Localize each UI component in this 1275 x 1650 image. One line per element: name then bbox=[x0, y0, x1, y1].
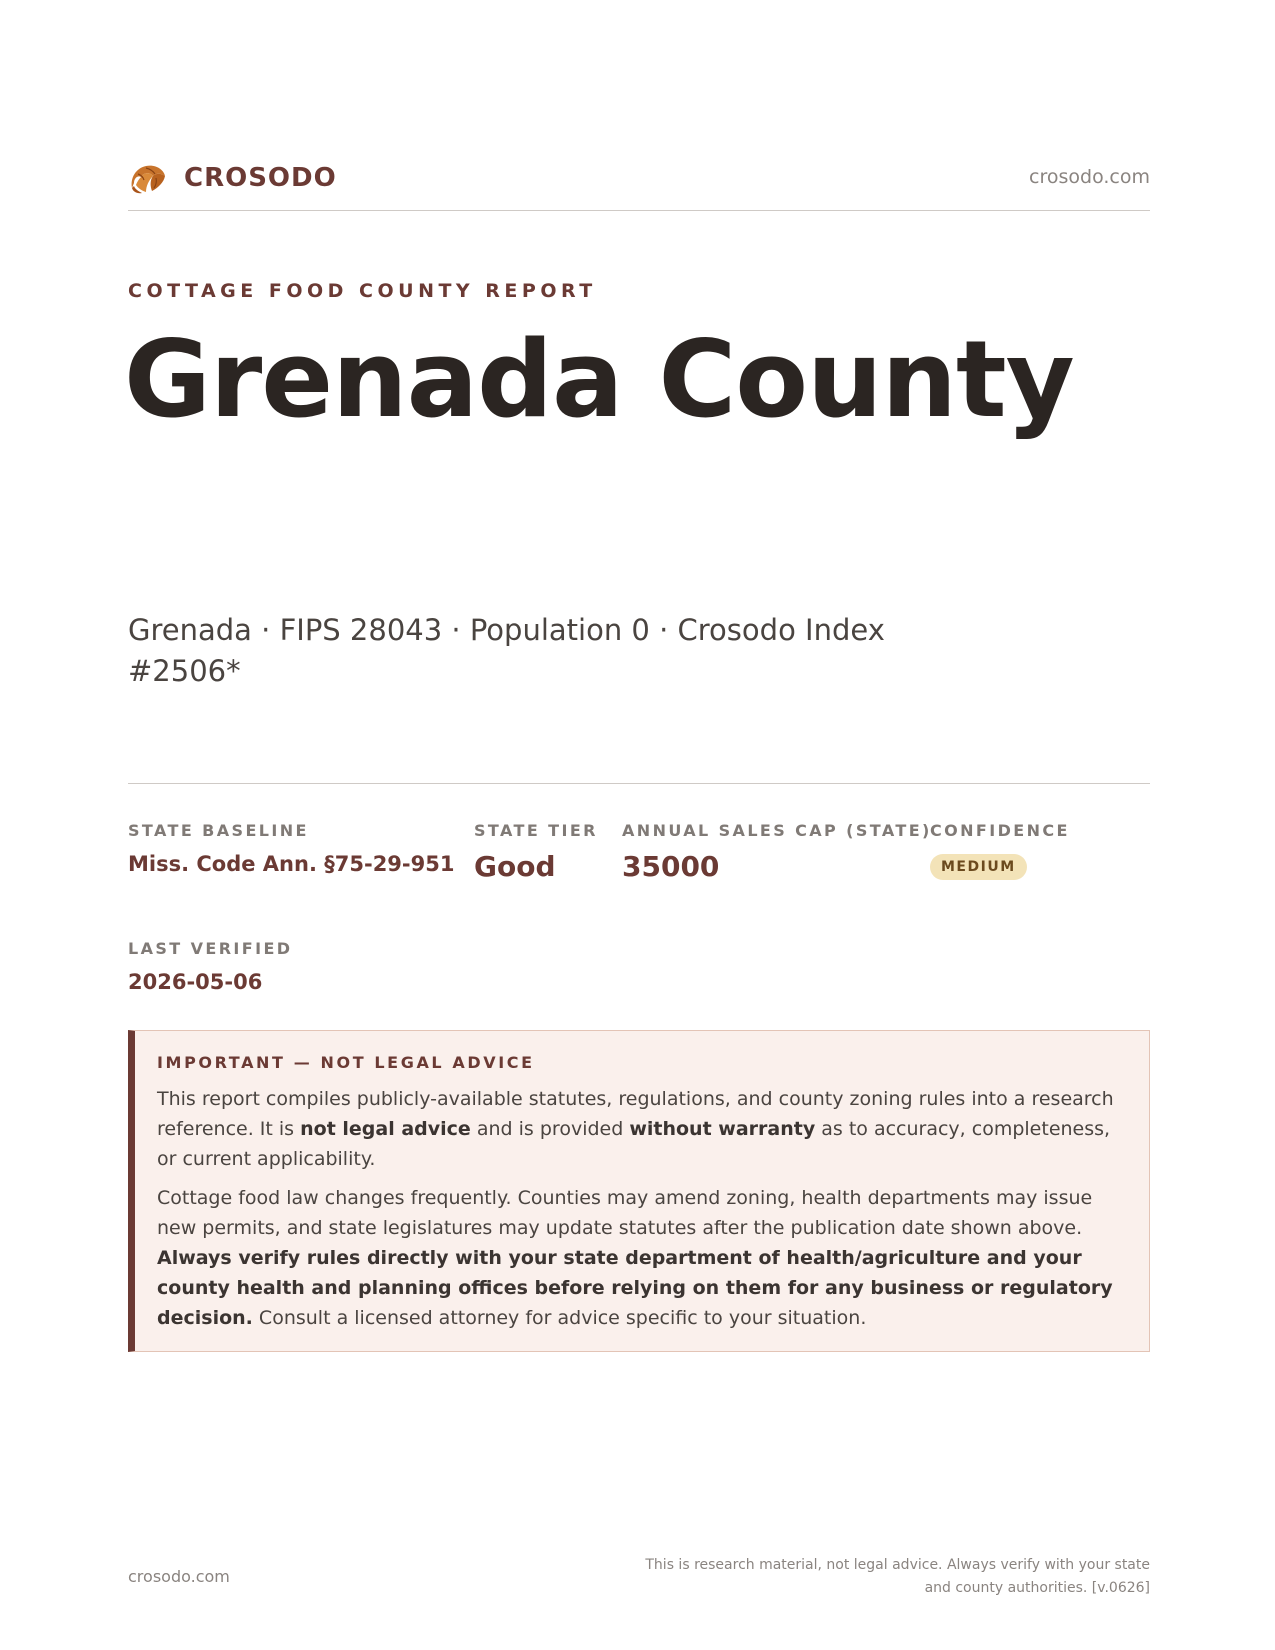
stat-label: LAST VERIFIED bbox=[128, 939, 293, 958]
stat-value: 2026-05-06 bbox=[128, 970, 263, 994]
page-title: Grenada County bbox=[124, 318, 1074, 441]
header-divider bbox=[128, 210, 1150, 211]
stat-value: Miss. Code Ann. §75-29-951 bbox=[128, 852, 455, 876]
report-kicker: COTTAGE FOOD COUNTY REPORT bbox=[128, 280, 597, 302]
stat-label: STATE TIER bbox=[474, 821, 598, 840]
confidence-badge: MEDIUM bbox=[930, 854, 1027, 880]
stat-last-verified bbox=[128, 939, 292, 994]
brand-name: CROSODO bbox=[184, 163, 337, 193]
footer-disclaimer-line: and county authorities. [v.0626] bbox=[924, 1580, 1150, 1596]
stat-value: 35000 bbox=[622, 850, 720, 883]
stat-annual-sales-cap bbox=[622, 821, 932, 883]
notice-paragraph: Cottage food law changes frequently. Counties may amend zoning, health departments may issue new permits, and state legislatures may update statutes after the publication date shown above. Always verify rules directly with your state department of health/agriculture and your county health and planning offices before relying on them for any business or regulatory decision. Consult a licensed attorney for advice specific to your situation. bbox=[157, 1187, 1113, 1329]
stat-value: Good bbox=[474, 850, 556, 883]
footer-disclaimer-line: This is research material, not legal advice. Always verify with your state bbox=[645, 1557, 1150, 1573]
county-subline: Grenada · FIPS 28043 · Population 0 · Crosodo Index #2506* bbox=[128, 613, 885, 688]
notice-paragraph: This report compiles publicly-available statutes, regulations, and county zoning rules into a research reference. It is not legal advice and is provided without warranty as to accuracy, completeness, or current applicability. bbox=[157, 1088, 1114, 1170]
stat-confidence bbox=[930, 821, 1070, 880]
stat-state-baseline bbox=[128, 821, 454, 876]
croissant-icon bbox=[128, 158, 168, 198]
stat-state-tier bbox=[474, 821, 598, 883]
section-divider bbox=[128, 783, 1150, 784]
site-link[interactable]: crosodo.com bbox=[1029, 166, 1150, 188]
brand[interactable] bbox=[128, 158, 337, 198]
stat-label: CONFIDENCE bbox=[930, 821, 1070, 840]
stat-label: STATE BASELINE bbox=[128, 821, 309, 840]
stat-label: ANNUAL SALES CAP (STATE) bbox=[622, 821, 932, 840]
footer-disclaimer bbox=[630, 1554, 1150, 1600]
legal-notice bbox=[128, 1030, 1150, 1352]
footer-site[interactable]: crosodo.com bbox=[128, 1567, 230, 1586]
notice-title: IMPORTANT — NOT LEGAL ADVICE bbox=[157, 1053, 535, 1072]
header bbox=[128, 158, 1150, 204]
